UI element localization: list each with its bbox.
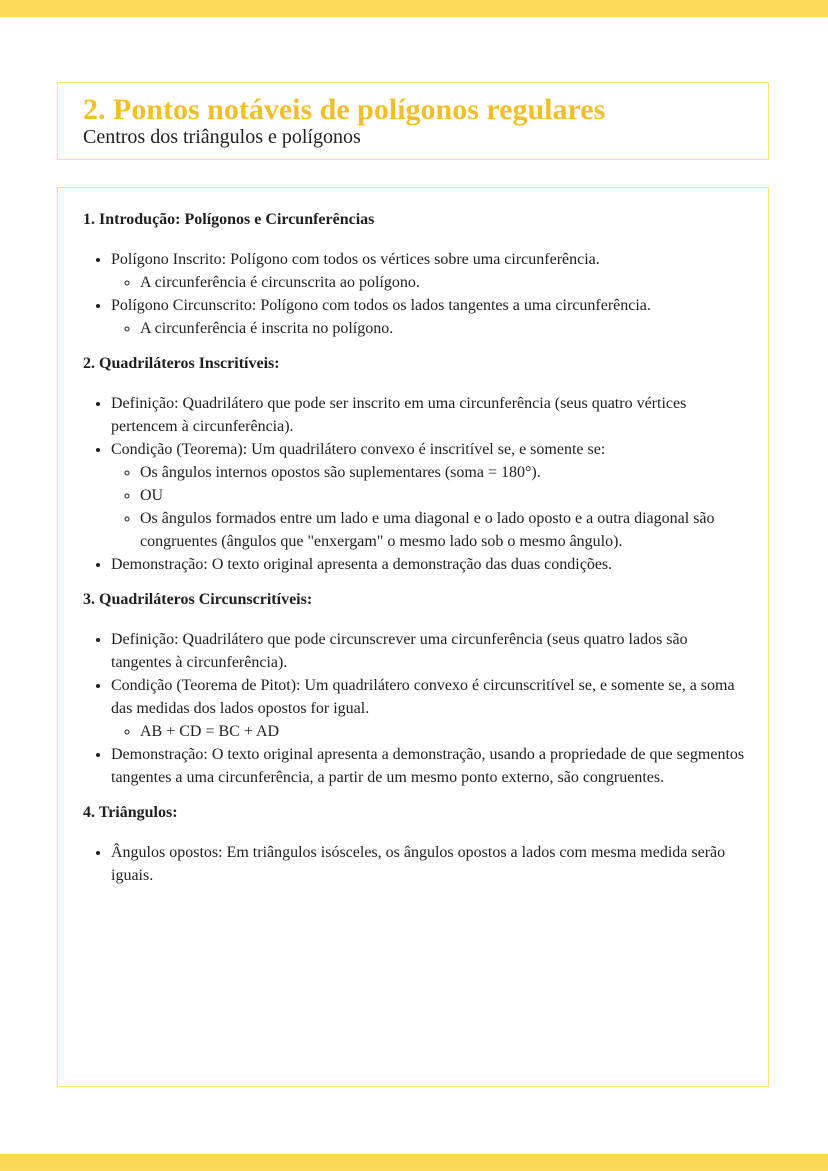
sub-list-item: ◦ Os ângulos internos opostos são suplementares (soma = 180°). xyxy=(140,461,748,484)
list-item xyxy=(111,294,748,340)
sub-bullet-list xyxy=(111,461,748,553)
bullet-list xyxy=(83,628,748,789)
section xyxy=(83,801,748,887)
bullet-list xyxy=(83,392,748,576)
top-accent-bar xyxy=(0,0,828,17)
list-item-text: Definição: Quadrilátero que pode circunscrever uma circunferência (seus quatro lados são tangentes à circunferência). xyxy=(111,631,688,671)
list-item xyxy=(111,248,748,294)
sub-list-item: ◦ Os ângulos formados entre um lado e uma diagonal e o lado oposto e a outra diagonal são congruentes (ângulos que "enxergam" o mesmo lado sob o mesmo ângulo). xyxy=(140,507,748,553)
page-title: 2. Pontos notáveis de polígonos regulares xyxy=(83,93,606,126)
list-item-text: Demonstração: O texto original apresenta a demonstração, usando a propriedade de que segmentos tangentes a uma circunferência, a partir de um mesmo ponto externo, são congruentes. xyxy=(111,746,745,786)
sub-list-item: ◦ A circunferência é inscrita no polígono. xyxy=(140,317,748,340)
sub-list-item: ◦ OU xyxy=(140,484,748,507)
sub-bullet-list xyxy=(111,317,748,340)
list-item xyxy=(111,438,748,553)
list-item-text: Polígono Inscrito: Polígono com todos os vértices sobre uma circunferência. xyxy=(111,251,600,268)
list-item-text: Polígono Circunscrito: Polígono com todos os lados tangentes a uma circunferência. xyxy=(111,297,651,314)
list-item-text: Condição (Teorema de Pitot): Um quadrilátero convexo é circunscritível se, e somente se, a soma das medidas dos lados opostos for igual. xyxy=(111,677,735,717)
section xyxy=(83,208,748,340)
content-box xyxy=(57,187,769,1087)
list-item xyxy=(111,674,748,743)
list-item-text: Condição (Teorema): Um quadrilátero convexo é inscritível se, e somente se: xyxy=(111,441,606,458)
list-item-text: Demonstração: O texto original apresenta a demonstração das duas condições. xyxy=(111,556,613,573)
section-heading: 2. Quadriláteros Inscritíveis: xyxy=(83,355,280,372)
page-subtitle: Centros dos triângulos e polígonos xyxy=(83,126,361,148)
section xyxy=(83,352,748,576)
bullet-list xyxy=(83,248,748,340)
list-item xyxy=(111,841,748,887)
sub-list-item: ◦ AB + CD = BC + AD xyxy=(140,720,748,743)
bottom-accent-bar xyxy=(0,1154,828,1171)
sub-bullet-list xyxy=(111,271,748,294)
sub-bullet-list xyxy=(111,720,748,743)
section-heading: 1. Introdução: Polígonos e Circunferências xyxy=(83,211,375,228)
bullet-list xyxy=(83,841,748,887)
section-heading: 4. Triângulos: xyxy=(83,804,178,821)
list-item-text: Ângulos opostos: Em triângulos isósceles, os ângulos opostos a lados com mesma medida serão iguais. xyxy=(111,844,726,884)
sub-list-item: ◦ A circunferência é circunscrita ao polígono. xyxy=(140,271,748,294)
list-item-text: Definição: Quadrilátero que pode ser inscrito em uma circunferência (seus quatro vértices pertencem à circunferência). xyxy=(111,395,687,435)
list-item xyxy=(111,553,748,576)
list-item xyxy=(111,392,748,438)
document-content xyxy=(83,208,748,899)
section-heading: 3. Quadriláteros Circunscritíveis: xyxy=(83,591,313,608)
section xyxy=(83,588,748,789)
list-item xyxy=(111,628,748,674)
list-item xyxy=(111,743,748,789)
header-box xyxy=(57,82,769,160)
